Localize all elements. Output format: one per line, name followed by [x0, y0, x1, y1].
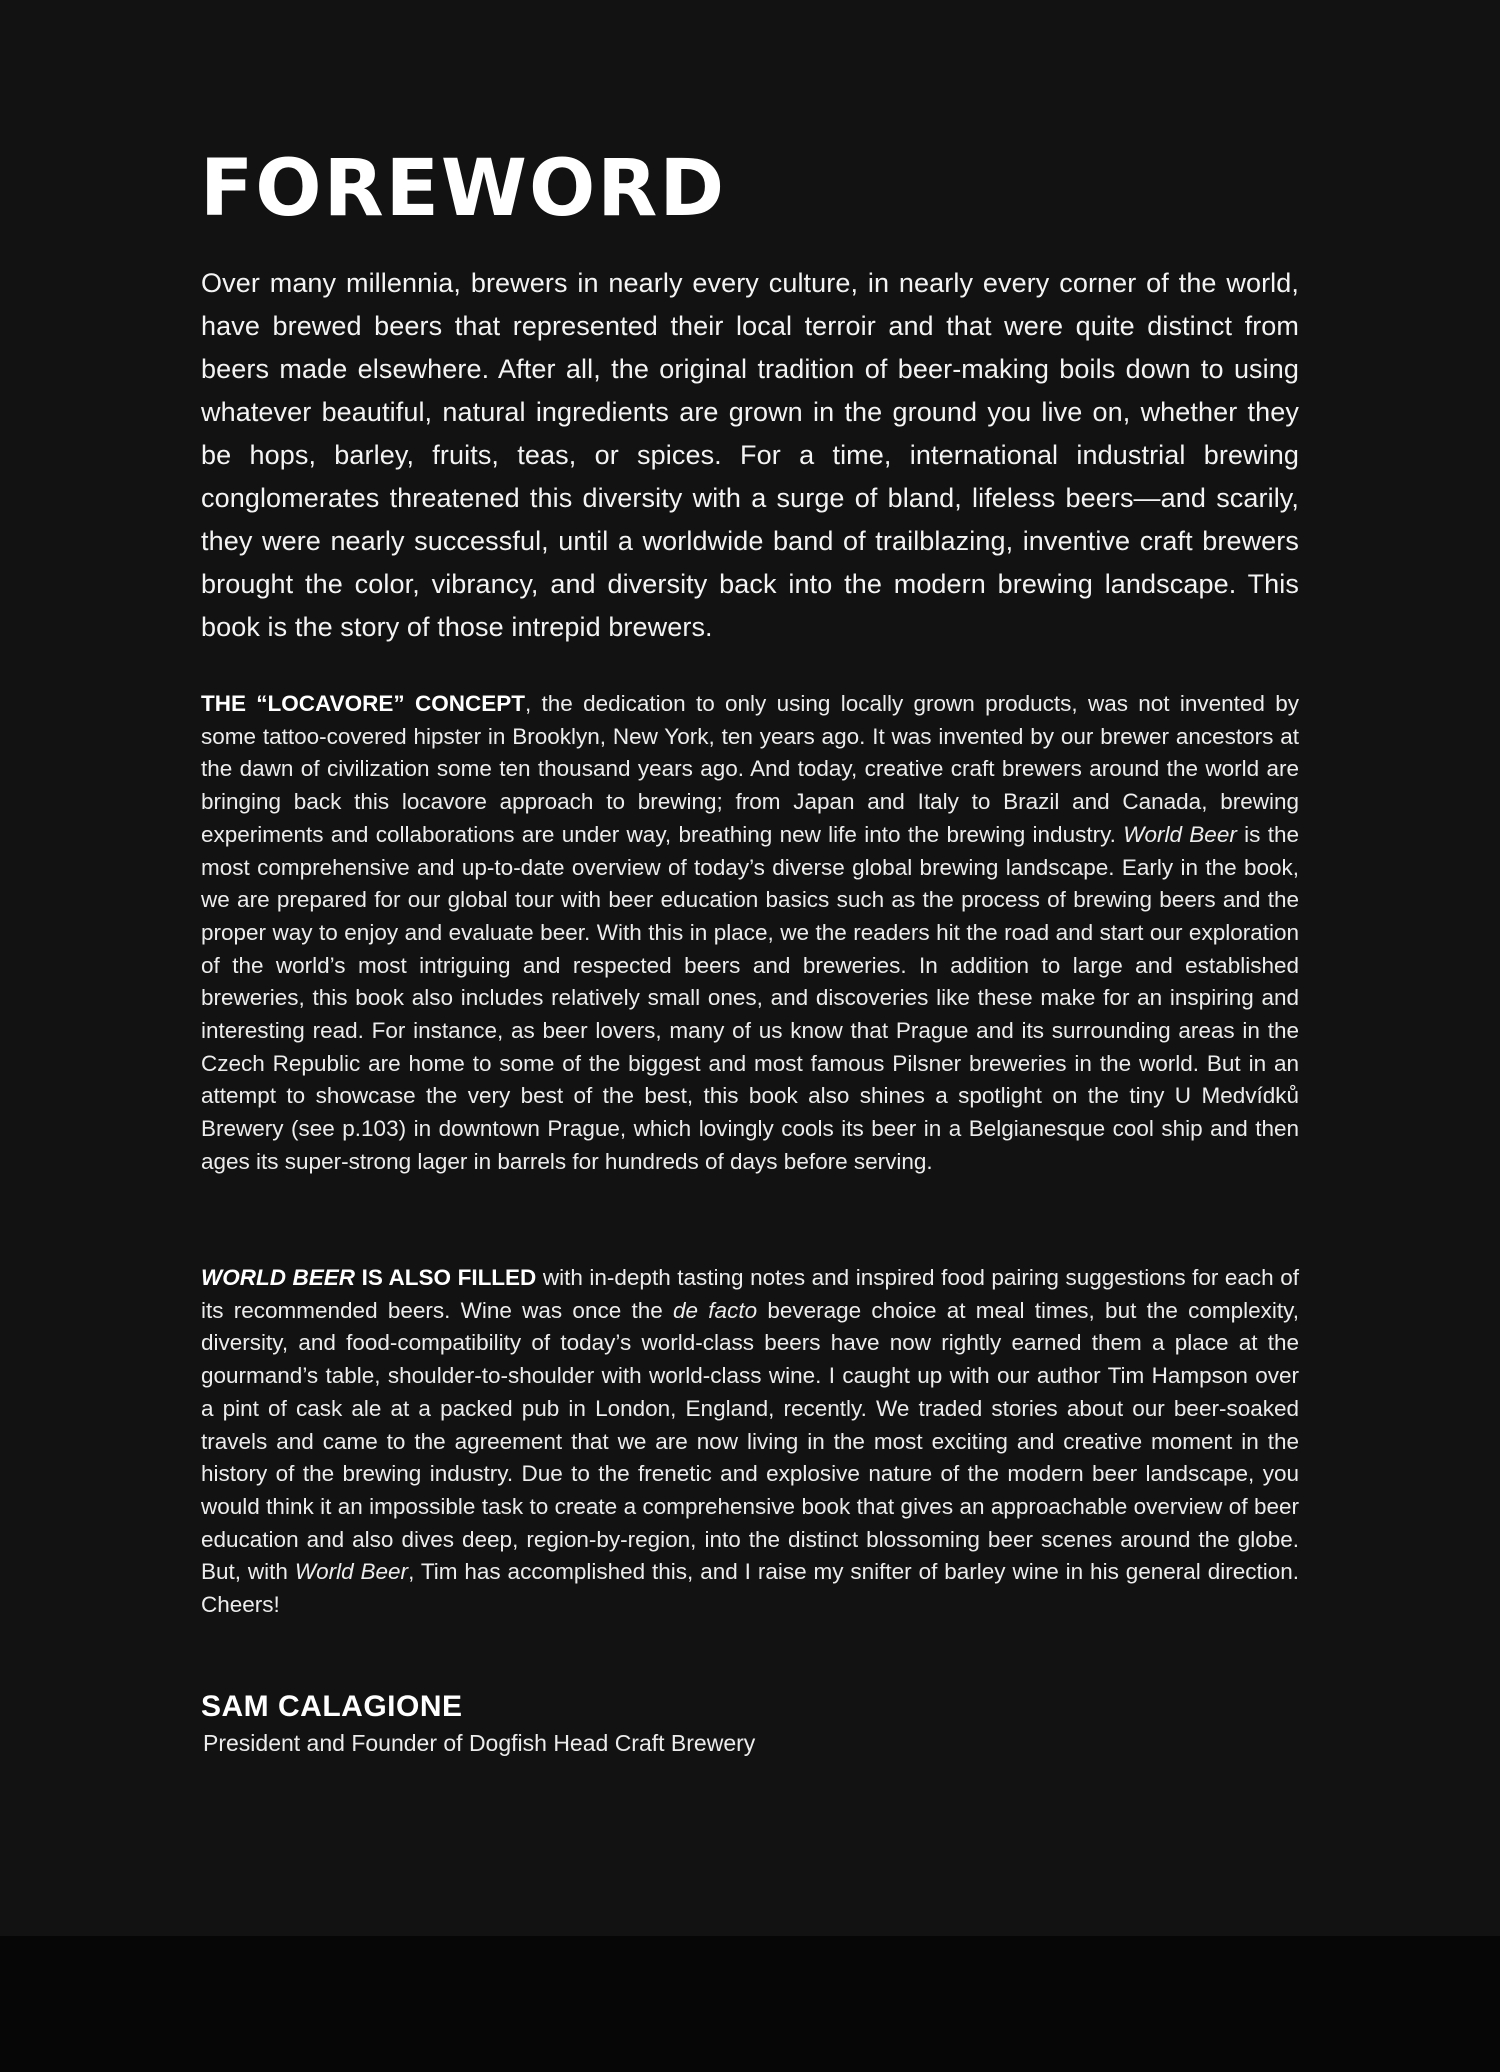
signature-role: President and Founder of Dogfish Head Craft Brewery	[203, 1730, 756, 1756]
world-beer-paragraph	[201, 1262, 1299, 1622]
world-beer-lead	[201, 1265, 536, 1290]
world-beer-text-b: beverage choice at meal times, but the complexity, diversity, and food-compatibility of today’s world-class beers have now rightly earned them a place at the gourmand’s table, shoulder-to-shoulder with world-class wine. I caught up with our author Tim Hampson over a pint of cask ale at a packed pub in London, England, recently. We traded stories about our beer-soaked travels and came to the agreement that we are now living in the most exciting and creative moment in the history of the brewing industry. Due to the frenetic and explosive nature of the modern beer landscape, you would think it an impossible task to create a comprehensive book that gives an approachable overview of beer education and also dives deep, region-by-region, into the distinct blossoming beer scenes around the globe. But, with	[201, 1297, 1299, 1585]
locavore-text-b: is the most comprehensive and up-to-date overview of today’s diverse global brewing landscape. Early in the book, we are prepared for our global tour with beer education basics such as the process of brewing beers and the proper way to enjoy and evaluate beer. With this in place, we the readers hit the road and start our exploration of the world’s most intriguing and respected beers and breweries. In addition to large and established breweries, this book also includes relatively small ones, and discoveries like these make for an inspiring and interesting read. For instance, as beer lovers, many of us know that Prague and its surrounding areas in the Czech Republic are home to some of the biggest and most famous Pilsner breweries in the world. But in an attempt to showcase the very best of the best, this book also shines a spotlight on the tiny U Medvídků Brewery (see p.103) in downtown Prague, which lovingly cools its beer in a Belgianesque cool ship and then ages its super-strong lager in barrels for hundreds of days before serving.	[201, 821, 1299, 1174]
intro-paragraph: Over many millennia, brewers in nearly every culture, in nearly every corner of the world, have brewed beers that represented their local terroir and that were quite distinct from beers made elsewhere. After all, the original tradition of beer-making boils down to using whatever beautiful, natural ingredients are grown in the ground you live on, whether they be hops, barley, fruits, teas, or spices. For a time, international industrial brewing conglomerates threatened this diversity with a surge of bland, lifeless beers—and scarily, they were nearly successful, until a worldwide band of trailblazing, inventive craft brewers brought the color, vibrancy, and diversity back into the modern brewing landscape. This book is the story of those intrepid brewers.	[201, 268, 1299, 642]
book-title-ref-2: World Beer	[294, 1559, 409, 1585]
world-beer-text-a: with in-depth tasting notes and inspired food pairing suggestions for each of its recommended beers. Wine was once the	[201, 1265, 1299, 1323]
de-facto-term: de facto	[673, 1297, 758, 1323]
book-title-ref: World Beer	[1123, 821, 1237, 847]
locavore-paragraph	[201, 688, 1299, 1179]
locavore-text-a: , the dedication to only using locally grown products, was not invented by some tattoo-covered hipster in Brooklyn, New York, ten years ago. It was invented by our brewer ancestors at the dawn of civilization some ten thousand years ago. And today, creative craft brewers around the world are bringing back this locavore approach to brewing; from Japan and Italy to Brazil and Canada, brewing experiments and collaborations are under way, breathing new life into the brewing industry.	[201, 691, 1299, 847]
bottom-band	[0, 1936, 1500, 2072]
world-beer-lead-italic: WORLD BEER	[201, 1265, 356, 1290]
locavore-lead: THE “LOCAVORE” CONCEPT	[201, 691, 525, 716]
page-title: FOREWORD	[200, 144, 727, 234]
world-beer-text-c: , Tim has accomplished this, and I raise my snifter of barley wine in his general direction. Cheers!	[201, 1559, 1299, 1618]
world-beer-lead-rest: IS ALSO FILLED	[355, 1265, 537, 1290]
signature-name: SAM CALAGIONE	[201, 1690, 463, 1723]
